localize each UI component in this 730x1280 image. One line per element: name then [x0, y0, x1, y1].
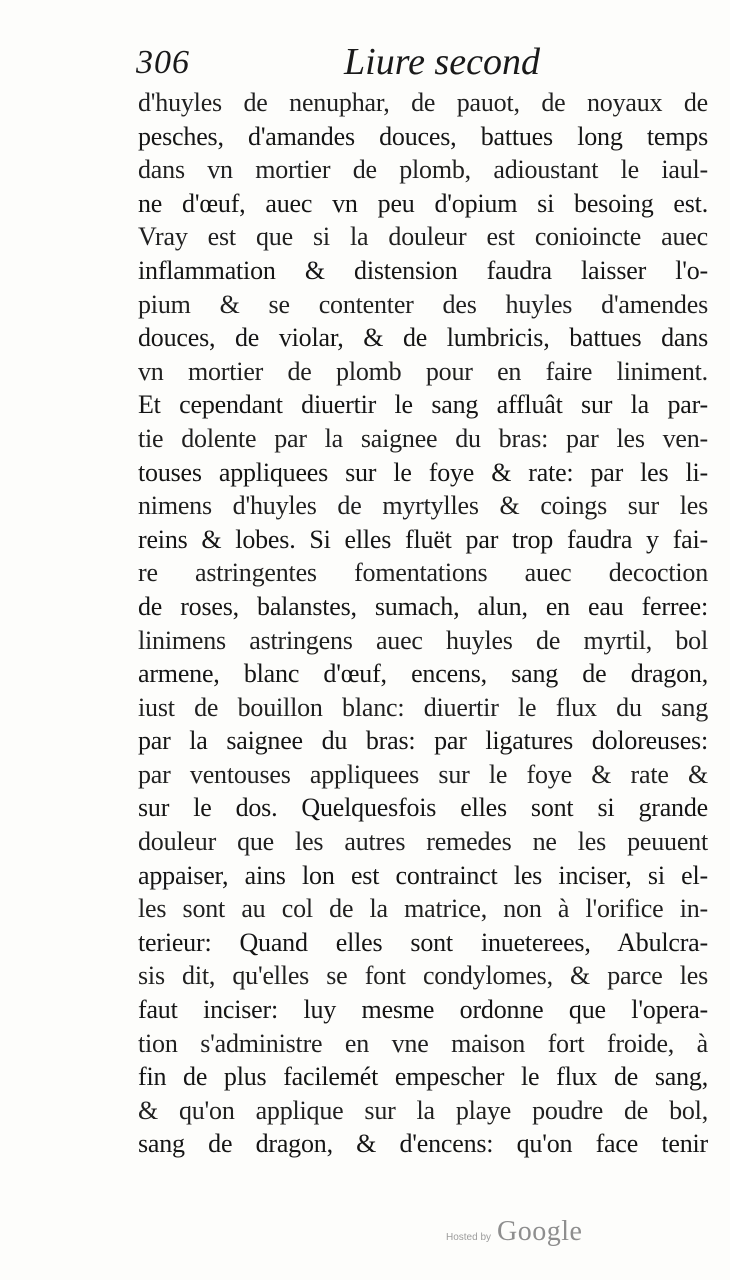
text-line: douces, de violar, & de lumbricis, battues dans	[138, 323, 708, 353]
text-line: tie dolente par la saignee du bras: par les ven-	[138, 423, 708, 453]
text-line: iust de bouillon blanc: diuertir le flux du sang	[138, 692, 708, 722]
google-logo: Google	[497, 1216, 583, 1247]
text-line: pium & se contenter des huyles d'amendes	[138, 289, 708, 319]
hosted-by-google-mark	[446, 1216, 582, 1256]
page-header	[132, 38, 712, 84]
text-line: Vray est que si la douleur est conioincte auec	[138, 222, 708, 252]
text-line: linimens astringens auec huyles de myrtil, bol	[138, 625, 708, 655]
text-line: & qu'on applique sur la playe poudre de bol,	[138, 1095, 708, 1125]
text-line: re astringentes fomentations auec decoction	[138, 558, 708, 588]
text-line: fin de plus facilemét empescher le flux de sang,	[138, 1062, 708, 1092]
text-line: les sont au col de la matrice, non à l'orifice in-	[138, 894, 708, 924]
hosted-by-label: Hosted by	[446, 1232, 492, 1243]
text-line: sur le dos. Quelquesfois elles sont si grande	[138, 793, 708, 823]
text-line: ne d'œuf, auec vn peu d'opium si besoing est.	[138, 188, 708, 218]
text-line: appaiser, ains lon est contrainct les inciser, si el-	[138, 860, 708, 890]
text-line: terieur: Quand elles sont inueterees, Abulcra-	[138, 927, 708, 957]
text-line: faut inciser: luy mesme ordonne que l'opera-	[138, 995, 708, 1025]
text-line: tion s'administre en vne maison fort froide, à	[138, 1028, 708, 1058]
text-line: vn mortier de plomb pour en faire liniment.	[138, 356, 708, 386]
text-line: par la saignee du bras: par ligatures doloreuses:	[138, 726, 708, 756]
text-line: nimens d'huyles de myrtylles & coings sur les	[138, 491, 708, 521]
text-line: reins & lobes. Si elles fluët par trop faudra y fai-	[138, 524, 708, 554]
text-line: par ventouses appliquees sur le foye & rate &	[138, 759, 708, 789]
text-line: sang de dragon, & d'encens: qu'on face tenir	[138, 1129, 708, 1159]
text-line: Et cependant diuertir le sang affluât sur la par-	[138, 390, 708, 420]
page-number: 306	[136, 44, 190, 81]
text-line: armene, blanc d'œuf, encens, sang de dragon,	[138, 659, 708, 689]
text-line: douleur que les autres remedes ne les peuuent	[138, 827, 708, 857]
text-line: dans vn mortier de plomb, adioustant le iaul-	[138, 155, 708, 185]
body-text	[138, 86, 708, 1161]
text-line: de roses, balanstes, sumach, alun, en eau ferree:	[138, 591, 708, 621]
text-line: touses appliquees sur le foye & rate: par les li-	[138, 457, 708, 487]
text-line: pesches, d'amandes douces, battues long temps	[138, 121, 708, 151]
text-line: sis dit, qu'elles se font condylomes, & parce les	[138, 961, 708, 991]
running-head: Liure second	[344, 41, 540, 83]
text-line: inflammation & distension faudra laisser l'o-	[138, 255, 708, 285]
text-line: d'huyles de nenuphar, de pauot, de noyaux de	[138, 88, 708, 117]
